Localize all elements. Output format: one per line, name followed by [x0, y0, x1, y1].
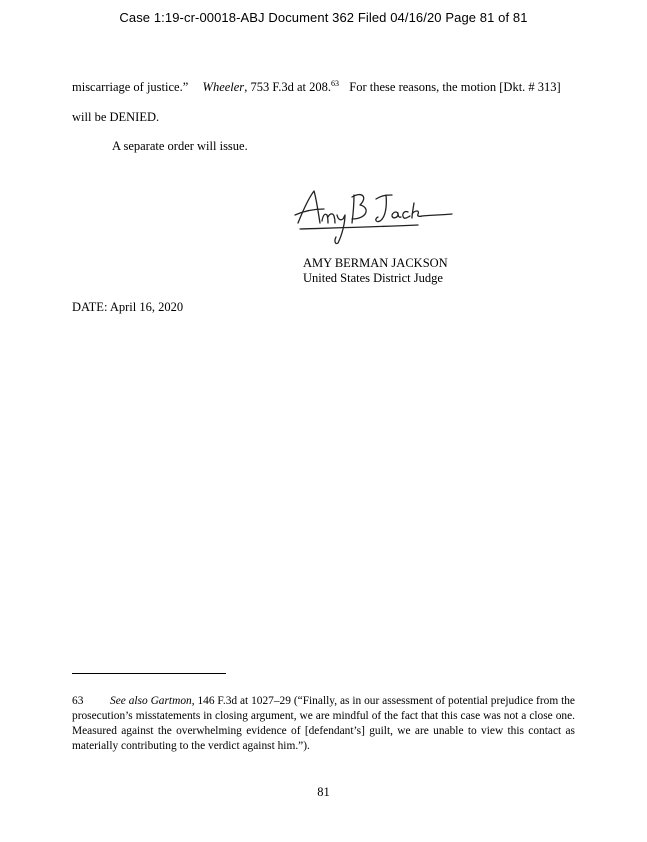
footnote-text: , 146 F.3d at 1027–29 (“Finally, as in our assessment of potential prejudice from the prosecution’s misstatements in closing argument, we are mindful of the fact that this case was not a close one. Measured against the overwhelming evidence of [defendant’s] guilt, we are unable to view this contact as materially contributing to the verdict against him.”). [72, 695, 575, 752]
judge-signature [292, 185, 457, 247]
footnote-reference: 63 [331, 79, 340, 88]
case-citation: , 753 F.3d at 208. [244, 80, 332, 94]
body-text: miscarriage of justice.” [72, 80, 189, 94]
footnote-divider [72, 673, 226, 674]
body-paragraph-line-1 [72, 80, 575, 95]
page-number: 81 [317, 785, 330, 799]
date-line: DATE: April 16, 2020 [72, 300, 184, 314]
body-paragraph-line-2: will be DENIED. [72, 110, 160, 124]
case-header: Case 1:19-cr-00018-ABJ Document 362 Filed 04/16/20 Page 81 of 81 [119, 10, 528, 25]
footnote-signal: See also Gartmon [110, 695, 192, 707]
judge-title: United States District Judge [303, 271, 443, 285]
order-statement: A separate order will issue. [112, 139, 248, 153]
case-name: Wheeler [202, 80, 245, 94]
body-text: For these reasons, the motion [Dkt. # 313] [349, 80, 561, 94]
judge-name: AMY BERMAN JACKSON [303, 256, 448, 270]
footnote-number: 63 [72, 695, 84, 707]
footnote-63 [72, 694, 575, 754]
